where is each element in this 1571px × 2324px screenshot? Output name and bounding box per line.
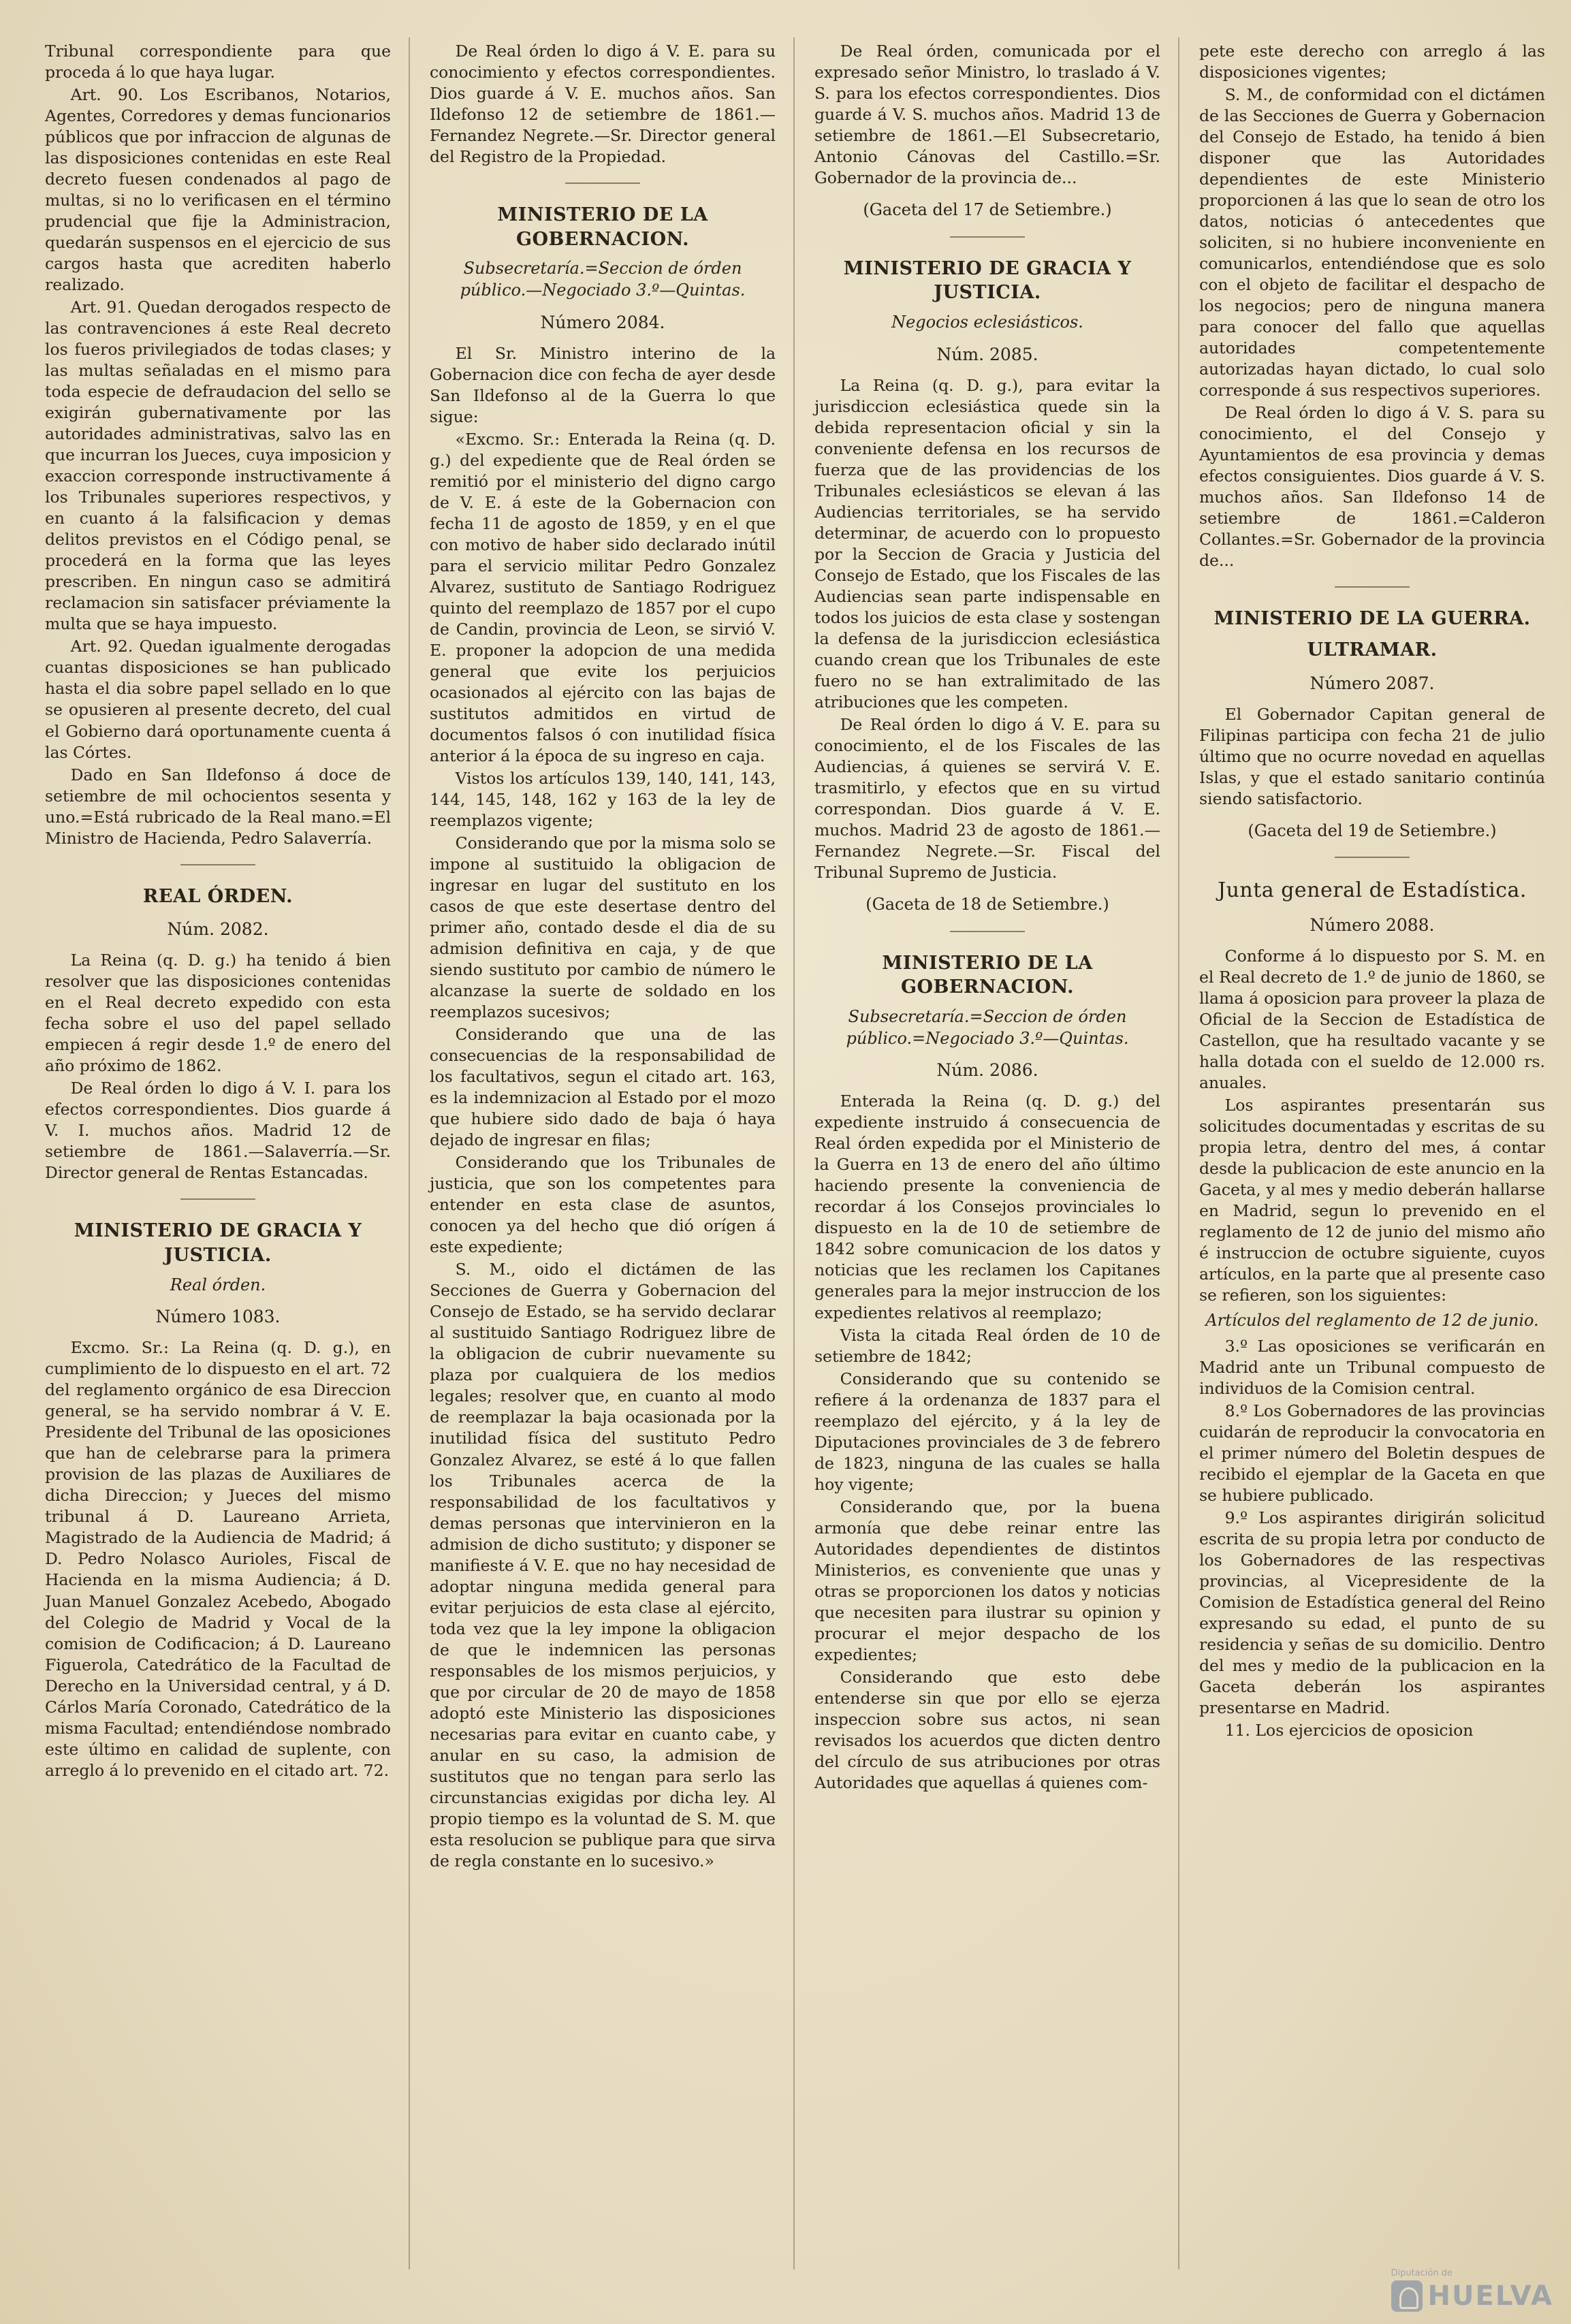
item-number: Número 2088.: [1310, 914, 1435, 935]
item-number: Número 2084.: [540, 312, 665, 332]
paragraph: Vista la citada Real órden de 10 de setiembre de 1842;: [814, 1325, 1160, 1366]
logo-text: HUELVA: [1427, 2280, 1553, 2312]
separator: [950, 931, 1025, 932]
section-heading: MINISTERIO DE LA GUERRA.: [1213, 608, 1531, 630]
section-heading: MINISTERIO DE LA GOBERNACION.: [497, 204, 708, 250]
paragraph: Art. 92. Quedan igualmente derogadas cuantas disposiciones se han publicado hasta el dia sobre papel sellado en lo que se opusieren al presente decreto, del cual el Gobierno dará oportunamente cuenta á las Córtes.: [45, 637, 391, 762]
separator: [565, 182, 640, 184]
archive-watermark-logo: [1391, 2268, 1553, 2312]
section-subheading: Subsecretaría.=Seccion de órden público.=Negociado 3.º—Quintas.: [846, 1007, 1129, 1048]
section-heading: MINISTERIO DE GRACIA Y JUSTICIA.: [74, 1220, 362, 1267]
paragraph: 11. Los ejercicios de oposicion: [1224, 1721, 1474, 1740]
section-heading: ULTRAMAR.: [1307, 639, 1438, 661]
paragraph: Dado en San Ildefonso á doce de setiembre de mil ochocientos sesenta y uno.=Está rubricado de la Real mano.=El Ministro de Hacienda, Pedro Salaverría.: [45, 765, 391, 848]
paragraph: S. M., de conformidad con el dictámen de las Secciones de Guerra y Gobernacion del Consejo de Estado, ha tenido á bien disponer que las Autoridades dependientes de este Ministerio proporcionen á las que lo sean de otro los datos, noticias ó antecedentes que soliciten, si no hubiere inconveniente en comunicarlos, entendiéndose que es solo con el objeto de facilitar el despacho de los negocios; pero de ninguna manera para conocer del fallo que aquellas autoridades competentemente autorizadas hayan dictado, lo cual solo corresponde á sus respectivos superiores.: [1199, 85, 1545, 400]
section-heading: Junta general de Estadística.: [1218, 878, 1527, 903]
paragraph: Considerando que los Tribunales de justicia, que son los competentes para entender en esta clase de asuntos, conocen ya del hecho que dió orígen á este expediente;: [430, 1153, 776, 1257]
separator: [180, 864, 255, 865]
paragraph: S. M., oido el dictámen de las Secciones de Guerra y Gobernacion del Consejo de Estado, se ha servido declarar al sustituido Santiago Rodriguez libre de la obligacion de cubrir nuevamente su plaza por cualquiera de los medios legales; resolver que, en cuanto al modo de reemplazar la baja ocasionada por la inutilidad física del sustituto Pedro Gonzalez Alvarez, se esté á lo que fallen los Tribunales acerca de la responsabilidad de los facultativos y demas personas que intervinieron en la admision de dicho sustituto; y disponer se manifieste á V. E. que no hay necesidad de adoptar ninguna medida general para evitar perjuicios de esta clase al ejército, toda vez que la ley impone la obligacion de que le indemnicen las personas responsables de los mismos perjuicios, y que por circular de 20 de mayo de 1858 adoptó este Ministerio las disposiciones necesarias para evitar en cuanto cabe, y anular en su caso, la admision de sustitutos que no tengan para serlo las circunstancias exigidas por dicha ley. Al propio tiempo es la voluntad de S. M. que esta resolucion se publique para que sirva de regla constante en lo sucesivo.»: [430, 1260, 776, 1871]
item-number: Núm. 2082.: [167, 919, 269, 940]
column-rule: [793, 37, 795, 2270]
paragraph: Art. 90. Los Escribanos, Notarios, Agentes, Corredores y demas funcionarios públicos que por infraccion de algunas de las disposiciones contenidas en este Real decreto fuesen condenados al pago de multas, si no lo verificasen en el término prudencial que fije la Administracion, quedarán suspensos en el ejercicio de sus cargos hasta que acrediten haberlo realizado.: [45, 85, 391, 295]
gazette-citation: (Gaceta del 17 de Setiembre.): [863, 200, 1112, 220]
section-subheading: Real órden.: [170, 1275, 266, 1294]
paragraph: Los aspirantes presentarán sus solicitudes documentadas y escritas de su propia letra, dentro del mes, á contar desde la publicacion de este anuncio en la Gaceta, y al mes y medio deberán hallarse en Madrid, segun lo prevenido en el reglamento de 12 de junio del mismo año é instruccion de octubre siguiente, cuyos artículos, en la parte que al presente caso se refieren, son los siguientes:: [1199, 1096, 1545, 1305]
paragraph: Considerando que por la misma solo se impone al sustituido la obligacion de ingresar en lugar del sustituto en los casos de que este desertase dentro del primer año, contado desde el dia de su admision definitiva en caja, y de que siendo sustituto por cambio de número le alcanzase la suerte de soldado en los reemplazos sucesivos;: [430, 833, 776, 1022]
paragraph: Considerando que una de las consecuencias de la responsabilidad de los facultativos, segun el citado art. 163, es la indemnizacion al Estado por el mozo que hubiere sido dado de baja ó haya dejado de ingresar en filas;: [430, 1025, 776, 1150]
paragraph: Art. 91. Quedan derogados respecto de las contravenciones á este Real decreto los fueros privilegiados de todas clases; y las multas señaladas en el mismo para toda especie de defraudacion del sello se exigirán gubernativamente por las autoridades administrativas, salvo las en que incurran los Jueces, cuya imposicion y exaccion corresponde instructivamente á los Tribunales superiores respectivos, y en cuanto á la falsificacion y demas delitos previstos en el Código penal, se procederá en la forma que las leyes prescriben. En ningun caso se admitirá reclamacion sin satisfacer préviamente la multa que se haya impuesto.: [45, 298, 391, 634]
gazette-citation: (Gaceta del 19 de Setiembre.): [1248, 821, 1497, 840]
paragraph: Considerando que su contenido se refiere á la ordenanza de 1837 para el reemplazo del ejército, y á la ley de Diputaciones provinciales de 3 de febrero de 1823, ninguna de las cuales se halla hoy vigente;: [814, 1369, 1160, 1494]
paragraph: «Excmo. Sr.: Enterada la Reina (q. D. g.) del expediente que de Real órden se remitió por el ministerio del digno cargo de V. E. á este de la Gobernacion con fecha 11 de agosto de 1859, y en el que con motivo de haber sido declarado inútil para el servicio militar Pedro Gonzalez Alvarez, sustituto de Santiago Rodriguez quinto del reemplazo de 1857 por el cupo de Candin, provincia de Leon, se sirvió V. E. proponer la adopcion de una medida general que evite los perjuicios ocasionados al ejército con las bajas de sustitutos admitidos en virtud de documentos falsos ó con inutilidad física anterior á la época de su ingreso en caja.: [430, 429, 776, 765]
section-heading: MINISTERIO DE GRACIA Y JUSTICIA.: [843, 257, 1132, 304]
paragraph: Conforme á lo dispuesto por S. M. en el Real decreto de 1.º de junio de 1860, se llama á oposicion para proveer la plaza de Oficial de la Seccion de Estadística de Castellon, que ha resultado vacante y se halla dotada con el sueldo de 12.000 rs. anuales.: [1199, 946, 1545, 1093]
paragraph: 9.º Los aspirantes dirigirán solicitud escrita de su propia letra por conducto de los Gobernadores de las respectivas provincias, al Vicepresidente de la Comision de Estadística general del Reino expresando su edad, el punto de su residencia y señas de su domicilio. Dentro del mes y medio de la publicacion en la Gaceta deberán los aspirantes presentarse en Madrid.: [1199, 1508, 1545, 1718]
paragraph: Excmo. Sr.: La Reina (q. D. g.), en cumplimiento de lo dispuesto en el art. 72 del reglamento orgánico de esa Direccion general, se ha servido nombrar á V. E. Presidente del Tribunal de las oposiciones que han de celebrarse para la primera provision de las plazas de Auxiliares de dicha Direccion; y Jueces del mismo tribunal á D. Laureano Arrieta, Magistrado de la Audiencia de Madrid; á D. Pedro Nolasco Aurioles, Fiscal de Hacienda en la misma Audiencia; á D. Juan Manuel Gonzalez Acebedo, Abogado del Colegio de Madrid y Vocal de la comision de Codificacion; á D. Laureano Figuerola, Catedrático de la Facultad de Derecho en la Universidad central, y á D. Cárlos María Coronado, Catedrático de la misma Facultad; entendiéndose nombrado este último en calidad de suplente, con arreglo á lo prevenido en el citado art. 72.: [45, 1338, 391, 1780]
separator: [180, 1198, 255, 1200]
column-rule: [1178, 37, 1179, 2270]
item-number: Núm. 2085.: [936, 344, 1038, 364]
paragraph: Considerando que esto debe entenderse sin que por ello se ejerza inspeccion sobre sus actos, ni sean revisados los acuerdos que dicten dentro del círculo de sus atribuciones por otras Autoridades que aquellas á quienes com-: [814, 1667, 1160, 1792]
paragraph: De Real órden lo digo á V. E. para su conocimiento y efectos correspondientes. Dios guarde á V. E. muchos años. San Ildefonso 12 de setiembre de 1861.—Fernandez Negrete.—Sr. Director general del Registro de la Propiedad.: [430, 42, 776, 167]
separator: [1335, 857, 1410, 858]
section-subheading: Subsecretaría.=Seccion de órden público.—Negociado 3.º—Quintas.: [460, 259, 746, 300]
paragraph: La Reina (q. D. g.) ha tenido á bien resolver que las disposiciones contenidas en el Real decreto expedido con esta fecha sobre el uso del papel sellado empiecen á regir desde 1.º de enero del año próximo de 1862.: [45, 951, 391, 1076]
column-rule: [409, 37, 410, 2270]
paragraph: La Reina (q. D. g.), para evitar la jurisdiccion eclesiástica quede sin la debida representacion oficial y sin la conveniente defensa en los recursos de fuerza que de las providencias de los Tribunales eclesiásticos se elevan á las Audiencias territoriales, se ha servido determinar, de acuerdo con lo propuesto por la Seccion de Gracia y Justicia del Consejo de Estado, que los Fiscales de las Audiencias sean parte indispensable en todos los juicios de esta clase y sostengan la defensa de la jurisdiccion eclesiástica cuando crean que los Tribunales de este fuero no se han extralimitado de las atribuciones que les competen.: [814, 375, 1160, 712]
section-subheading: Negocios eclesiásticos.: [891, 313, 1083, 332]
column-1: [41, 41, 395, 2263]
column-4: [1195, 41, 1549, 2263]
section-heading: MINISTERIO DE LA GOBERNACION.: [882, 952, 1093, 998]
paragraph: El Sr. Ministro interino de la Gobernacion dice con fecha de ayer desde San Ildefonso al de la Guerra lo que sigue:: [430, 343, 776, 426]
paragraph: pete este derecho con arreglo á las disposiciones vigentes;: [1199, 42, 1545, 82]
paragraph: Tribunal correspondiente para que proceda á lo que haya lugar.: [45, 42, 391, 82]
paragraph: 8.º Los Gobernadores de las provincias cuidarán de reproducir la convocatoria en el primer número del Boletin despues de recibido el ejemplar de la Gaceta en que se hubiere publicado.: [1199, 1401, 1545, 1506]
paragraph: De Real órden, comunicada por el expresado señor Ministro, lo traslado á V. S. para los efectos correspondientes. Dios guarde á V. S. muchos años. Madrid 13 de setiembre de 1861.—El Subsecretario, Antonio Cánovas del Castillo.=Sr. Gobernador de la provincia de...: [814, 42, 1160, 188]
separator: [1335, 586, 1410, 588]
paragraph: El Gobernador Capitan general de Filipinas participa con fecha 21 de julio último que no ocurre novedad en aquellas Islas, y que el estado sanitario continúa siendo satisfactorio.: [1199, 704, 1545, 808]
column-2: [426, 41, 780, 2263]
separator: [950, 236, 1025, 238]
paragraph: 3.º Las oposiciones se verificarán en Madrid ante un Tribunal compuesto de individuos de la Comision central.: [1199, 1336, 1545, 1398]
paragraph: Vistos los artículos 139, 140, 141, 143, 144, 145, 148, 162 y 163 de la ley de reemplazos vigente;: [430, 769, 776, 831]
item-number: Núm. 2086.: [936, 1060, 1038, 1081]
paragraph: De Real órden lo digo á V. I. para los efectos correspondientes. Dios guarde á V. I. muchos años. Madrid 12 de setiembre de 1861.—Salaverría.—Sr. Director general de Rentas Estancadas.: [45, 1079, 391, 1183]
item-number: Número 1083.: [155, 1307, 281, 1327]
section-subheading: Artículos del reglamento de 12 de junio.: [1205, 1311, 1539, 1331]
column-3: [810, 41, 1164, 2263]
item-number: Número 2087.: [1310, 673, 1435, 693]
paragraph: Enterada la Reina (q. D. g.) del expediente instruido á consecuencia de Real órden expedida por el Ministerio de la Guerra en 13 de enero del año último haciendo presente la conveniencia de recordar á los Consejos provinciales lo dispuesto en la de 10 de setiembre de 1842 sobre comunicacion de los datos y noticias que les reclamen los Capitanes generales para la mejor instruccion de los expedientes relativos al reemplazo;: [814, 1092, 1160, 1322]
logo-small-text: Diputación de: [1391, 2268, 1453, 2278]
shield-icon: [1391, 2280, 1423, 2312]
gazette-citation: (Gaceta de 18 de Setiembre.): [866, 895, 1109, 914]
section-heading: REAL ÓRDEN.: [142, 885, 293, 907]
paragraph: De Real órden lo digo á V. E. para su conocimiento, el de los Fiscales de las Audiencias, á quienes se servirá V. E. trasmitirlo, y efectos que en su virtud correspondan. Dios guarde á V. E. muchos. Madrid 23 de agosto de 1861.—Fernandez Negrete.—Sr. Fiscal del Tribunal Supremo de Justicia.: [814, 714, 1160, 882]
paragraph: De Real órden lo digo á V. S. para su conocimiento, el del Consejo y Ayuntamientos de esa provincia y demas efectos consiguientes. Dios guarde á V. S. muchos años. San Ildefonso 14 de setiembre de 1861.=Calderon Collantes.=Sr. Gobernador de la provincia de...: [1199, 403, 1545, 571]
paragraph: Considerando que, por la buena armonía que debe reinar entre las Autoridades dependientes de distintos Ministerios, es conveniente que unas y otras se proporcionen los datos y noticias que necesiten para ilustrar su opinion y procurar el mejor despacho de los expedientes;: [814, 1497, 1160, 1664]
